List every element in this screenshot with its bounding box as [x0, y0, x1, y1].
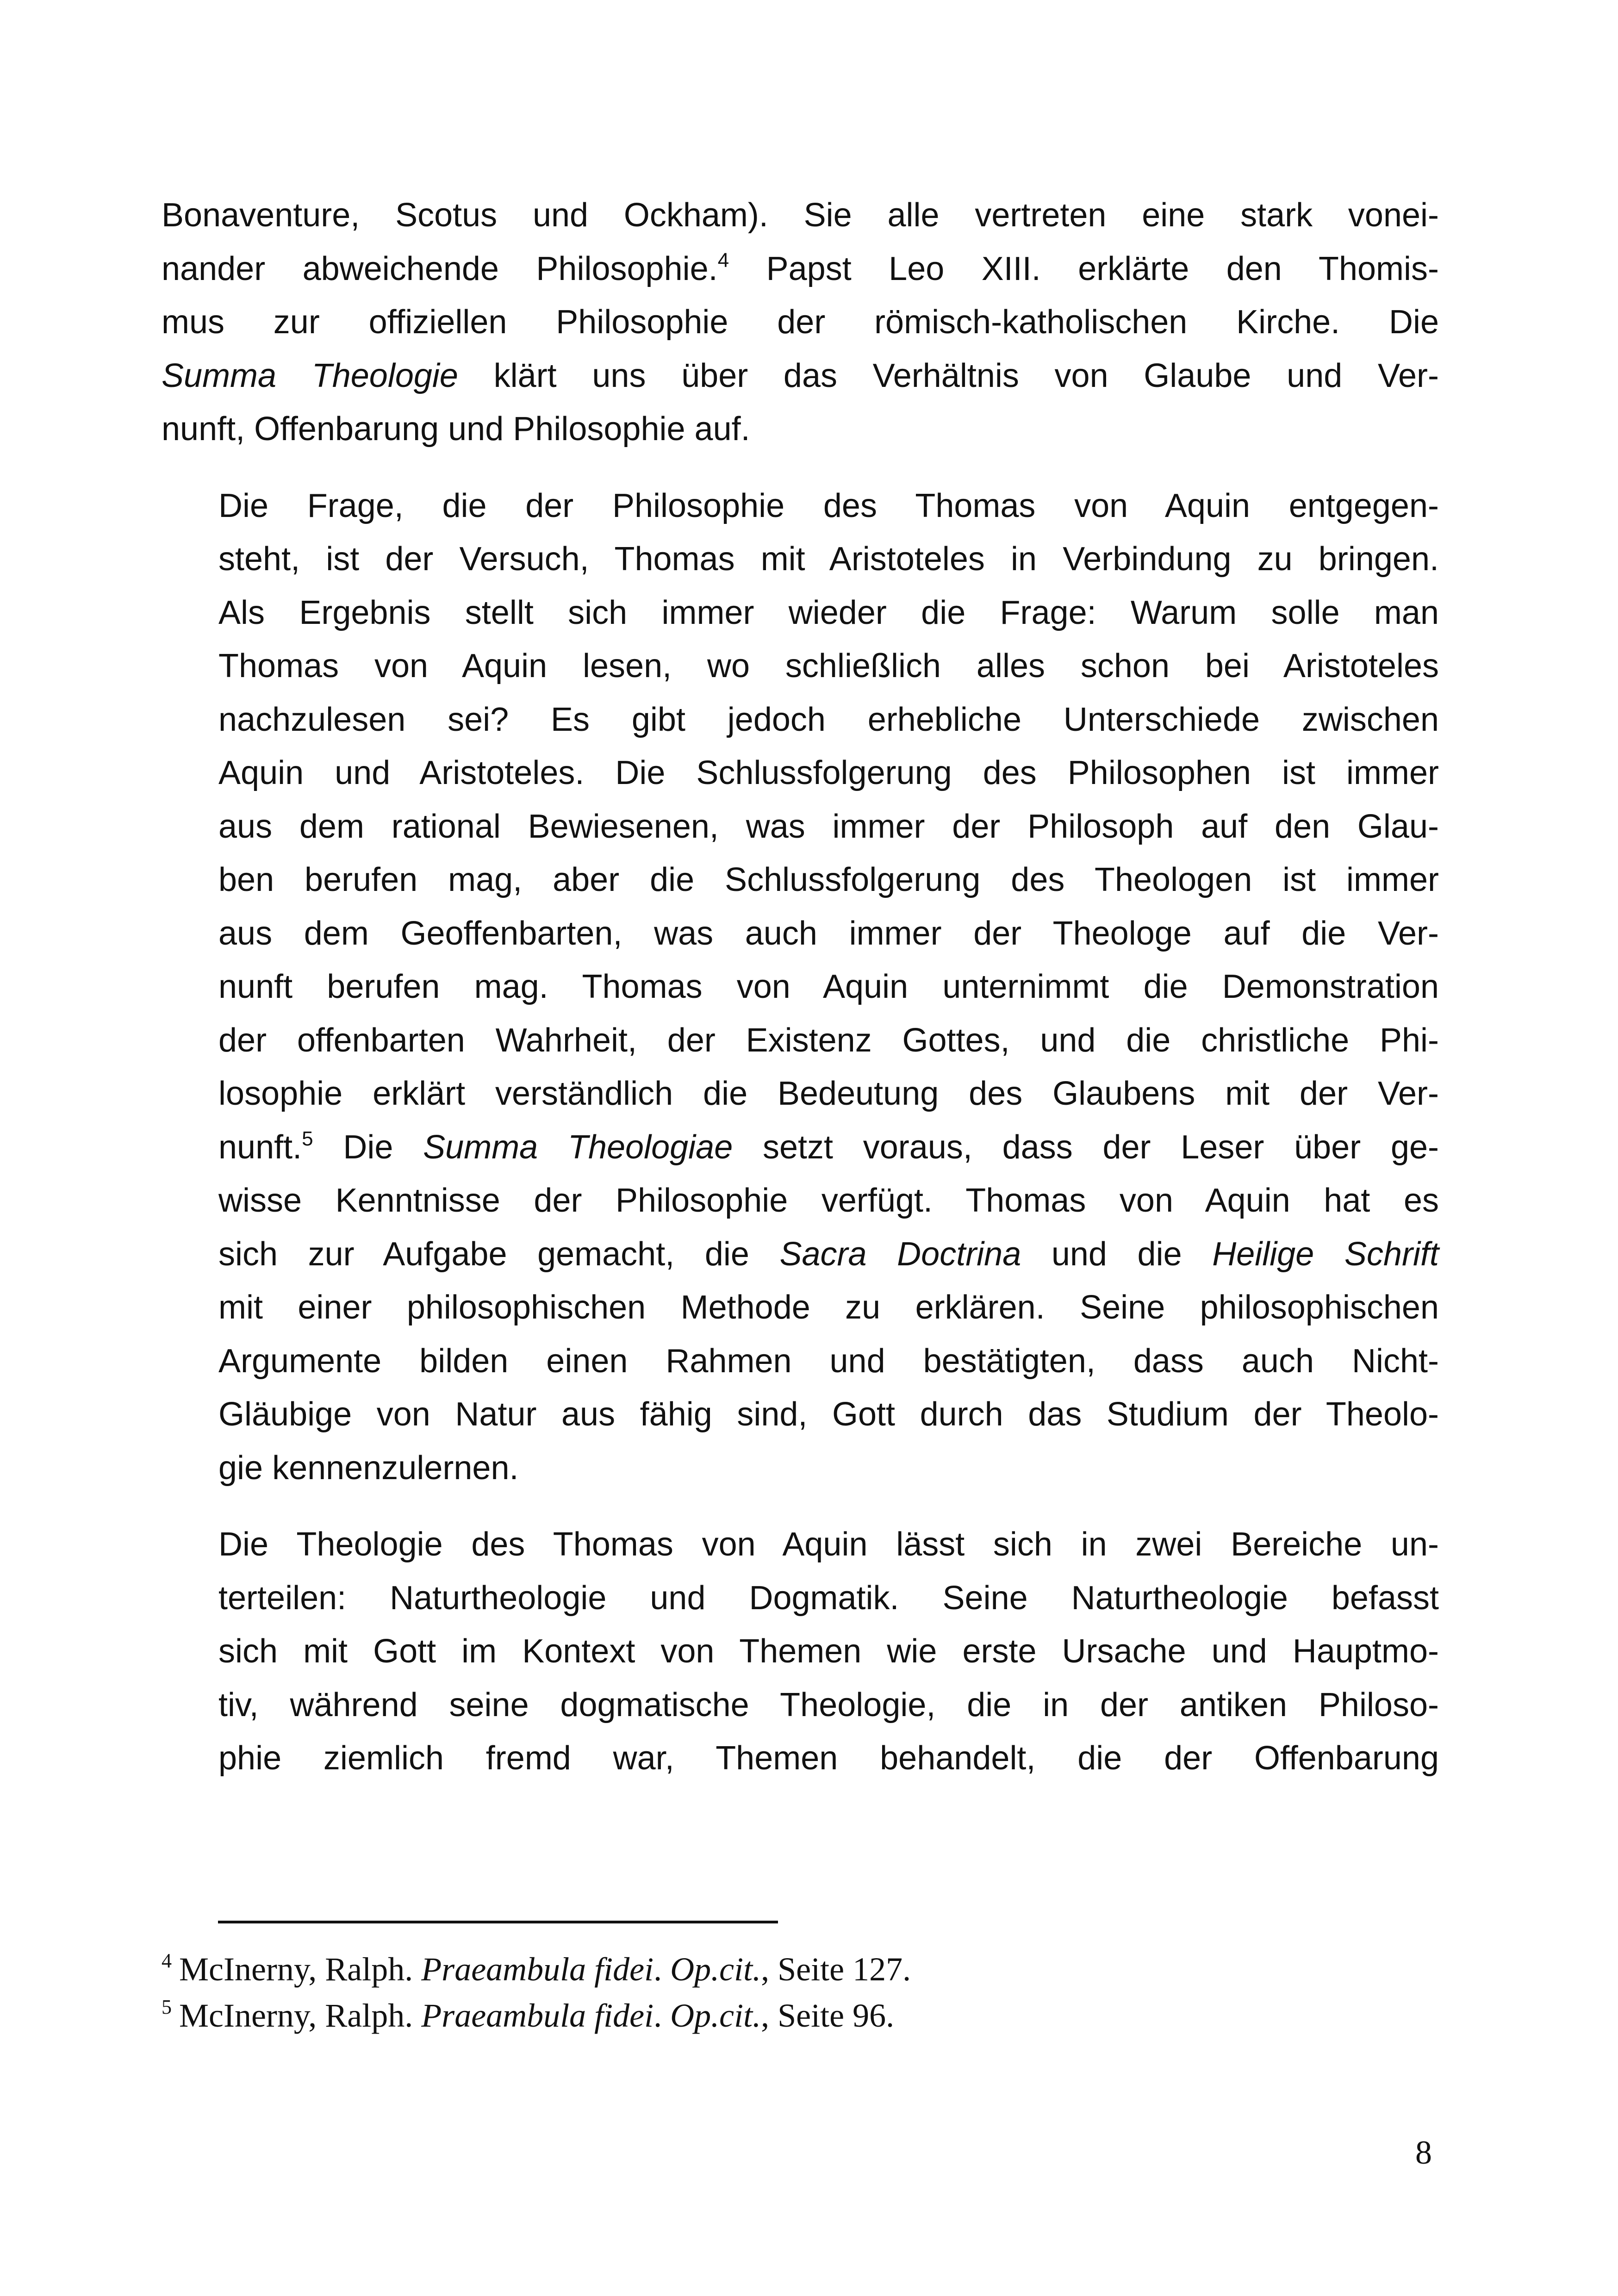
footnotes [162, 1946, 1439, 2039]
footnote-reference: 4 [717, 249, 729, 272]
text-line: Thomas von Aquin lesen, wo schließlich alles schon bei Aristoteles [218, 647, 1439, 684]
text-line: mit einer philosophischen Methode zu erklären. Seine philosophischen [218, 1289, 1439, 1326]
footnote-reference: 5 [302, 1127, 313, 1150]
text-line: phie ziemlich fremd war, Themen behandelt, die der Offenbarung [218, 1740, 1439, 1777]
paragraph [162, 1518, 1439, 1786]
text-line: nander abweichende Philosophie.$^4$ Papst Leo XIII. erklärte den Thomis- [162, 249, 1439, 287]
text-line: terteilen: Naturtheologie und Dogmatik. Seine Naturtheologie befasst [218, 1579, 1439, 1617]
text-line: Als Ergebnis stellt sich immer wieder die Frage: Warum solle man [218, 594, 1439, 631]
text-line: nunft.$^5$ Die Summa Theologiae setzt voraus, dass der Leser über ge- [218, 1127, 1439, 1166]
paragraph [162, 189, 1439, 456]
text-line: tiv, während seine dogmatische Theologie, die in der antiken Philoso- [218, 1686, 1439, 1724]
italic-title: Op.cit. [670, 1997, 761, 2034]
footnote: $^5$ McInerny, Ralph. Praeambula fidei. Op.cit., Seite 96. [162, 1996, 895, 2034]
text-line: steht, ist der Versuch, Thomas mit Aristoteles in Verbindung zu bringen. [218, 541, 1439, 578]
text-line: sich zur Aufgabe gemacht, die Sacra Doctrina und die Heilige Schrift [218, 1235, 1439, 1273]
text-line: nunft, Offenbarung und Philosophie auf. [162, 411, 750, 448]
text-line: Aquin und Aristoteles. Die Schlussfolgerung des Philosophen ist immer [218, 754, 1439, 791]
text-line: Bonaventure, Scotus und Ockham). Sie alle vertreten eine stark vonei- [162, 197, 1439, 234]
footnote-number: 5 [162, 1996, 172, 2018]
italic-title: Summa Theologie [162, 357, 458, 394]
text-line: Die Frage, die der Philosophie des Thomas von Aquin entgegen- [218, 487, 1439, 524]
italic-title: Praeambula fidei [421, 1997, 654, 2034]
italic-title: Summa Theologiae [423, 1128, 733, 1166]
text-line: Summa Theologie klärt uns über das Verhältnis von Glaube und Ver- [162, 357, 1439, 394]
text-line: nachzulesen sei? Es gibt jedoch erhebliche Unterschiede zwischen [218, 701, 1439, 738]
italic-title: Praeambula fidei [421, 1951, 654, 1988]
text-line: sich mit Gott im Kontext von Themen wie erste Ursache und Hauptmo- [218, 1633, 1439, 1670]
paragraph [162, 479, 1439, 1495]
text-line: Gläubige von Natur aus fähig sind, Gott durch das Studium der Theolo- [218, 1396, 1439, 1433]
body-text [162, 189, 1439, 1786]
text-line: wisse Kenntnisse der Philosophie verfügt. Thomas von Aquin hat es [218, 1182, 1439, 1219]
italic-title: Sacra Doctrina [779, 1235, 1021, 1273]
italic-title: Op.cit. [670, 1951, 761, 1988]
footnote: $^4$ McInerny, Ralph. Praeambula fidei. Op.cit., Seite 127. [162, 1949, 911, 1988]
text-line: Argumente bilden einen Rahmen und bestätigten, dass auch Nicht- [218, 1342, 1439, 1380]
footnote-number: 4 [162, 1949, 172, 1972]
text-line: nunft berufen mag. Thomas von Aquin unternimmt die Demonstration [218, 968, 1439, 1005]
text-line: mus zur offiziellen Philosophie der römisch-katholischen Kirche. Die [162, 304, 1439, 341]
text-line: aus dem Geoffenbarten, was auch immer der Theologe auf die Ver- [218, 915, 1439, 952]
text-line: der offenbarten Wahrheit, der Existenz Gottes, und die christliche Phi- [218, 1021, 1439, 1059]
text-line: losophie erklärt verständlich die Bedeutung des Glaubens mit der Ver- [218, 1075, 1439, 1112]
text-line: aus dem rational Bewiesenen, was immer der Philosoph auf den Glau- [218, 808, 1439, 845]
footnote-separator [218, 1921, 778, 1923]
text-line: Die Theologie des Thomas von Aquin lässt sich in zwei Bereiche un- [218, 1526, 1439, 1563]
text-line: gie kennenzulernen. [218, 1449, 519, 1487]
italic-title: Heilige Schrift [1212, 1235, 1439, 1273]
page-number: 8 [1415, 2134, 1432, 2171]
text-line: ben berufen mag, aber die Schlussfolgerung des Theologen ist immer [218, 861, 1439, 898]
